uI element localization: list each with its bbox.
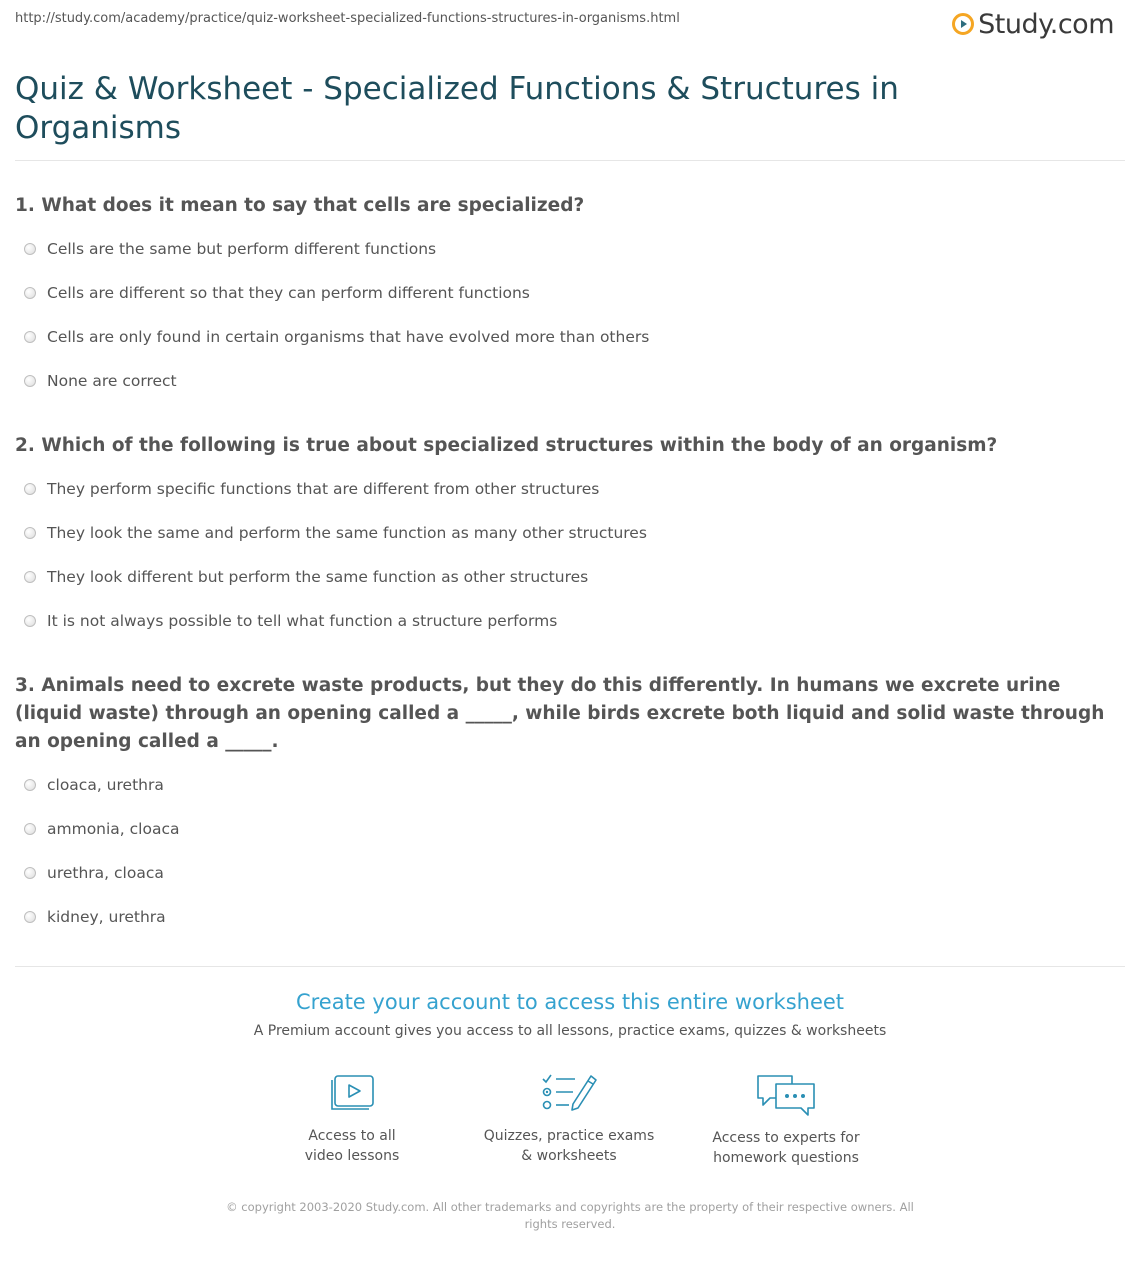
- quiz-checklist-icon: [539, 1072, 599, 1116]
- option-label: They perform specific functions that are different from other structures: [47, 480, 600, 498]
- question-text: 3. Animals need to excrete waste products, but they do this differently. In humans we excrete urine (liquid waste) through an opening called a _____, while birds excrete both liquid and solid waste through an opening called a _____.: [15, 675, 1105, 752]
- option-label: ammonia, cloaca: [47, 820, 180, 838]
- cta-subtitle: A Premium account gives you access to all lessons, practice exams, quizzes & worksheets: [253, 1023, 887, 1039]
- feature-label: [686, 1128, 886, 1168]
- chat-bubbles-icon: [754, 1072, 818, 1118]
- radio-button[interactable]: [24, 571, 36, 583]
- question-text: 2. Which of the following is true about specialized structures within the body of an organism?: [15, 435, 998, 456]
- page-url: http://study.com/academy/practice/quiz-worksheet-specialized-functions-structures-in-organisms.html: [15, 11, 680, 26]
- feature-label-line: homework questions: [713, 1150, 859, 1166]
- radio-button[interactable]: [24, 375, 36, 387]
- feature-label-line: & worksheets: [521, 1148, 617, 1164]
- feature-label: [252, 1126, 452, 1166]
- feature-label-line: Access to experts for: [712, 1130, 860, 1146]
- answer-option[interactable]: [15, 271, 1127, 315]
- play-circle-icon: [952, 13, 974, 35]
- title-divider: [15, 160, 1125, 161]
- answer-option[interactable]: [15, 895, 1127, 939]
- radio-button[interactable]: [24, 615, 36, 627]
- answer-option[interactable]: [15, 599, 1127, 643]
- option-label: They look different but perform the same function as other structures: [47, 568, 589, 586]
- answer-option[interactable]: [15, 851, 1127, 895]
- feature-label-line: Quizzes, practice exams: [483, 1128, 655, 1144]
- radio-button[interactable]: [24, 823, 36, 835]
- feature-label: [469, 1126, 669, 1166]
- logo-text: Study.com: [978, 8, 1114, 40]
- answer-option[interactable]: [15, 763, 1127, 807]
- answer-option[interactable]: [15, 555, 1127, 599]
- option-label: They look the same and perform the same function as many other structures: [47, 524, 647, 542]
- question-1: [15, 192, 1127, 403]
- option-label: cloaca, urethra: [47, 776, 164, 794]
- study-logo[interactable]: [952, 6, 1114, 42]
- radio-button[interactable]: [24, 287, 36, 299]
- create-account-link[interactable]: Create your account to access this entire worksheet: [295, 990, 845, 1014]
- radio-button[interactable]: [24, 243, 36, 255]
- option-label: None are correct: [47, 372, 177, 390]
- answer-option[interactable]: [15, 807, 1127, 851]
- radio-button[interactable]: [24, 779, 36, 791]
- section-divider: [15, 966, 1125, 967]
- feature-quizzes: [469, 1072, 669, 1166]
- question-text: 1. What does it mean to say that cells are specialized?: [15, 195, 585, 216]
- option-label: urethra, cloaca: [47, 864, 164, 882]
- option-label: Cells are only found in certain organisms that have evolved more than others: [47, 328, 650, 346]
- radio-button[interactable]: [24, 483, 36, 495]
- video-lessons-icon: [326, 1072, 378, 1116]
- feature-label-line: video lessons: [304, 1148, 400, 1164]
- feature-experts: [686, 1072, 886, 1168]
- feature-video-lessons: [252, 1072, 452, 1166]
- page-title: Quiz & Worksheet - Specialized Functions & Structures in Organisms: [15, 71, 899, 146]
- question-3: [15, 672, 1127, 939]
- signup-cta: [0, 990, 1140, 1039]
- option-label: Cells are the same but perform different functions: [47, 240, 437, 258]
- answer-option[interactable]: [15, 227, 1127, 271]
- answer-option[interactable]: [15, 511, 1127, 555]
- option-label: Cells are different so that they can perform different functions: [47, 284, 530, 302]
- copyright-notice: © copyright 2003-2020 Study.com. All other trademarks and copyrights are the property of their respective owners. All rights reserved.: [226, 1200, 914, 1231]
- question-2: [15, 432, 1127, 643]
- feature-label-line: Access to all: [308, 1128, 396, 1144]
- premium-features: [0, 1072, 1140, 1172]
- radio-button[interactable]: [24, 527, 36, 539]
- answer-option[interactable]: [15, 315, 1127, 359]
- answer-option[interactable]: [15, 467, 1127, 511]
- answer-option[interactable]: [15, 359, 1127, 403]
- radio-button[interactable]: [24, 867, 36, 879]
- option-label: kidney, urethra: [47, 908, 166, 926]
- option-label: It is not always possible to tell what function a structure performs: [47, 612, 558, 630]
- radio-button[interactable]: [24, 911, 36, 923]
- radio-button[interactable]: [24, 331, 36, 343]
